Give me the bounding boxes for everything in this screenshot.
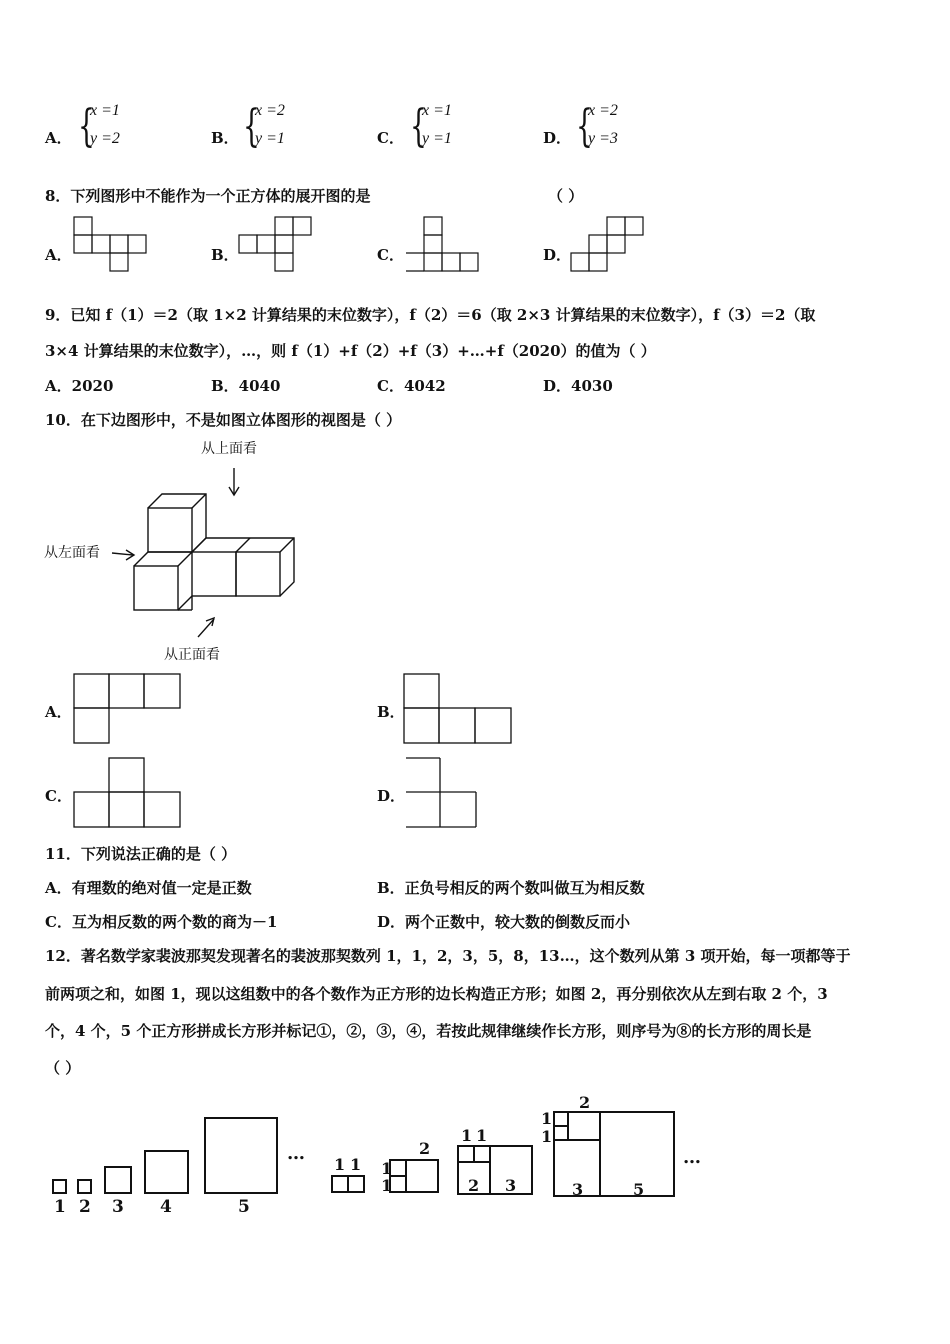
fig2-r2-label-a: 1 bbox=[381, 1159, 393, 1178]
fig2-r1-label-b: 1 bbox=[350, 1155, 362, 1174]
fig1-label-1: 1 bbox=[54, 1197, 66, 1217]
q9-question-line2: 3×4 计算结果的末位数字），…，则 f（1）+f（2）+f（3）+…+f（2020）的值为（ ） bbox=[45, 342, 656, 360]
q10-view-a bbox=[74, 674, 184, 746]
q11-option-c[interactable]: C．互为相反数的两个数的商为－1 bbox=[45, 913, 278, 931]
fib-figure-1 bbox=[50, 1116, 290, 1196]
q8-option-b-label[interactable]: B． bbox=[211, 246, 239, 264]
fig1-ellipsis: … bbox=[287, 1143, 305, 1164]
solid-figure bbox=[90, 460, 310, 650]
fig2-r3-label-b: 1 bbox=[476, 1126, 488, 1145]
q9-option-b[interactable]: B．4040 bbox=[211, 377, 281, 395]
q7-option-b-label[interactable]: B． bbox=[211, 129, 239, 147]
q8-net-d bbox=[571, 217, 646, 272]
q12-question-line1: 12．著名数学家裴波那契发现著名的裴波那契数列 1，1，2，3，5，8，13…，这个数列从第 3 项开始，每一项都等于 bbox=[45, 947, 851, 965]
q7-a-eq2: y =2 bbox=[90, 130, 120, 147]
fig1-label-2: 2 bbox=[79, 1197, 91, 1217]
q11-option-a[interactable]: A．有理数的绝对值一定是正数 bbox=[45, 879, 252, 897]
q12-question-line4: （ ） bbox=[45, 1059, 81, 1077]
q10-view-d bbox=[404, 758, 484, 830]
view-left-caption: 从左面看 bbox=[44, 545, 100, 561]
q7-option-a-label[interactable]: A． bbox=[45, 129, 72, 147]
fig2-r3-label-d: 3 bbox=[505, 1176, 517, 1195]
fig2-r4-label-d: 3 bbox=[572, 1180, 584, 1199]
q8-net-b bbox=[239, 217, 314, 272]
q10-option-d-label[interactable]: D． bbox=[377, 787, 406, 805]
fig1-label-5: 5 bbox=[238, 1197, 250, 1217]
q10-view-c bbox=[74, 758, 184, 830]
q11-question: 11．下列说法正确的是（ ） bbox=[45, 845, 237, 863]
q7-c-eq1: x =1 bbox=[422, 102, 452, 119]
q8-option-c-label[interactable]: C． bbox=[377, 246, 404, 264]
q7-option-d-system: { x =2 y =3 bbox=[576, 101, 618, 152]
q8-answer-paren: （ ） bbox=[548, 187, 584, 205]
fig1-label-4: 4 bbox=[160, 1197, 172, 1217]
q7-option-d-label[interactable]: D． bbox=[543, 129, 572, 147]
fig2-r4-label-e: 5 bbox=[633, 1180, 645, 1199]
fig2-r3-label-c: 2 bbox=[468, 1176, 480, 1195]
fig2-r4-label-a: 1 bbox=[541, 1109, 553, 1128]
view-front-caption: 从正面看 bbox=[164, 647, 220, 663]
q7-d-eq1: x =2 bbox=[588, 102, 618, 119]
q10-question: 10．在下边图形中，不是如图立体图形的视图是（ ） bbox=[45, 411, 402, 429]
q8-question: 8．下列图形中不能作为一个正方体的展开图的是 bbox=[45, 187, 371, 205]
q7-c-eq2: y =1 bbox=[422, 130, 452, 147]
q8-option-a-label[interactable]: A． bbox=[45, 246, 72, 264]
q8-net-c bbox=[406, 217, 481, 272]
q9-question-line1: 9．已知 f（1）＝2（取 1×2 计算结果的末位数字），f（2）＝6（取 2×3 计算结果的末位数字），f（3）＝2（取 bbox=[45, 306, 816, 324]
q12-question-line2: 前两项之和，如图 1，现以这组数中的各个数作为正方形的边长构造正方形；如图 2，再分别依次从左到右取 2 个，3 bbox=[45, 985, 828, 1003]
fig2-r3-label-a: 1 bbox=[461, 1126, 473, 1145]
view-top-caption: 从上面看 bbox=[201, 441, 257, 457]
q7-d-eq2: y =3 bbox=[588, 130, 618, 147]
q7-option-b-system: { x =2 y =1 bbox=[243, 101, 285, 152]
q7-option-c-label[interactable]: C． bbox=[377, 129, 404, 147]
q9-option-a[interactable]: A．2020 bbox=[45, 377, 114, 395]
fig1-label-3: 3 bbox=[112, 1197, 124, 1217]
q7-option-c-system: { x =1 y =1 bbox=[410, 101, 452, 152]
q7-option-a-system: { x =1 y =2 bbox=[78, 101, 120, 152]
q7-b-eq1: x =2 bbox=[255, 102, 285, 119]
q10-option-b-label[interactable]: B． bbox=[377, 703, 405, 721]
q8-net-a bbox=[74, 217, 149, 272]
q10-option-c-label[interactable]: C． bbox=[45, 787, 72, 805]
q9-option-c[interactable]: C．4042 bbox=[377, 377, 446, 395]
q10-option-a-label[interactable]: A． bbox=[45, 703, 72, 721]
q9-option-d[interactable]: D．4030 bbox=[543, 377, 613, 395]
q12-question-line3: 个，4 个，5 个正方形拼成长方形并标记①，②，③，④，若按此规律继续作长方形，则序号为⑧的长方形的周长是 bbox=[45, 1022, 812, 1040]
fig2-r2-label-b: 1 bbox=[381, 1176, 393, 1195]
fig2-r4-label-c: 2 bbox=[579, 1093, 591, 1112]
fig2-r1-label-a: 1 bbox=[334, 1155, 350, 1174]
fig2-r2-label-c: 2 bbox=[419, 1139, 431, 1158]
q7-a-eq1: x =1 bbox=[90, 102, 120, 119]
q11-option-b[interactable]: B．正负号相反的两个数叫做互为相反数 bbox=[377, 879, 645, 897]
q11-option-d[interactable]: D．两个正数中，较大数的倒数反而小 bbox=[377, 913, 631, 931]
fig2-r4-label-b: 1 bbox=[541, 1127, 553, 1146]
q8-option-d-label[interactable]: D． bbox=[543, 246, 572, 264]
fig2-ellipsis: … bbox=[683, 1147, 701, 1168]
q7-b-eq2: y =1 bbox=[255, 130, 285, 147]
q10-view-b bbox=[404, 674, 516, 746]
